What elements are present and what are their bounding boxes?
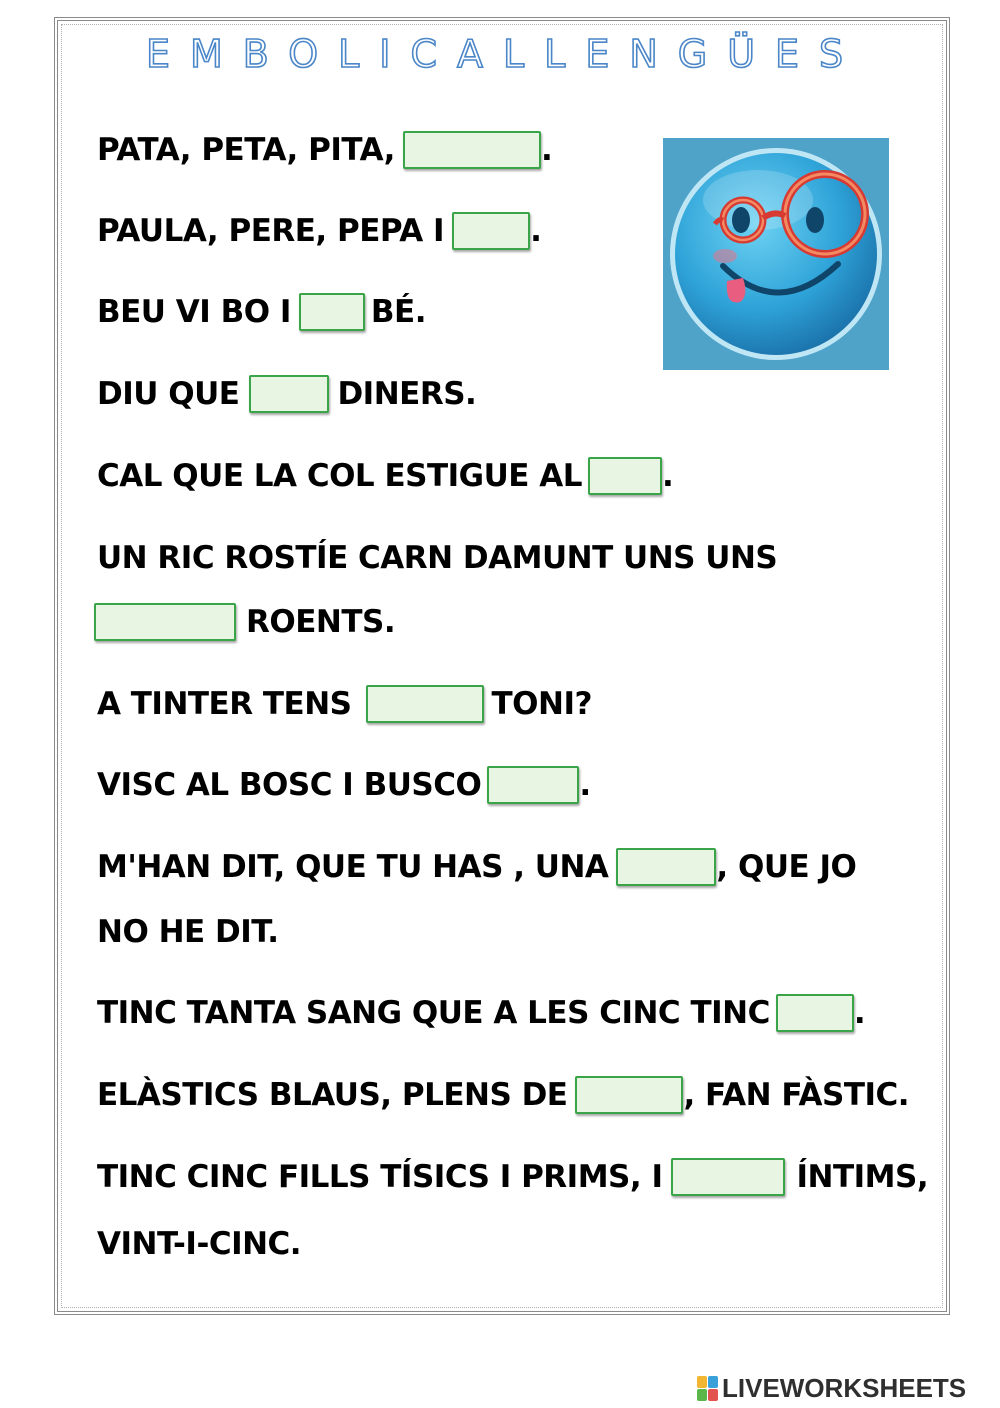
line-2-text-1: PAULA, PERE, PEPA I [97, 213, 445, 249]
answer-blank-2[interactable] [452, 212, 530, 250]
answer-blank-11[interactable] [575, 1076, 683, 1114]
line-9-text-1: M'HAN DIT, QUE TU HAS , UNA [97, 849, 609, 885]
line-10-text-2: . [853, 995, 866, 1031]
line-7-text-2: TONI? [491, 686, 592, 722]
answer-blank-4[interactable] [249, 375, 329, 413]
smiley-glasses-tongue-icon [663, 138, 889, 370]
answer-blank-9[interactable] [616, 848, 716, 886]
line-3-text-1: BEU VI BO I [97, 294, 291, 330]
tongue-twister-line-12b [97, 1224, 301, 1264]
line-8-text-2: . [579, 767, 591, 803]
line-10-text-1: TINC TANTA SANG QUE A LES CINC TINC [97, 995, 770, 1031]
tongue-twister-line-12 [97, 1157, 928, 1197]
tongue-twister-line-8 [97, 765, 591, 805]
line-9b-text-1: NO HE DIT. [97, 914, 279, 950]
line-12b-text-1: VINT-I-CINC. [97, 1226, 302, 1262]
answer-blank-7[interactable] [366, 685, 484, 723]
line-5-text-2: . [661, 458, 674, 494]
tongue-twister-line-11 [97, 1075, 909, 1115]
line-8-text-1: VISC AL BOSC I BUSCO [97, 767, 482, 803]
tongue-twister-line-2 [97, 211, 541, 251]
tongue-twister-line-1 [97, 130, 552, 170]
line-12-text-1: TINC CINC FILLS TÍSICS I PRIMS, I [97, 1159, 663, 1195]
line-9-text-2: , QUE JO [716, 849, 857, 885]
line-1-text-1: PATA, PETA, PITA, [97, 132, 395, 168]
line-12-text-2: ÍNTIMS, [796, 1159, 929, 1195]
tongue-twister-line-7 [97, 684, 592, 724]
line-2-text-2: . [530, 213, 542, 249]
liveworksheets-logo-icon [697, 1376, 719, 1402]
liveworksheets-footer[interactable] [697, 1373, 966, 1404]
answer-blank-6[interactable] [94, 603, 236, 641]
tongue-twister-line-9b [97, 912, 278, 952]
tongue-twister-line-6b [94, 602, 395, 642]
line-4-text-2: DINERS. [337, 376, 477, 412]
line-1-text-2: . [540, 132, 553, 168]
answer-blank-12[interactable] [671, 1158, 785, 1196]
line-7-text-1: A TINTER TENS [97, 686, 352, 722]
tongue-twister-line-10 [97, 993, 865, 1033]
line-11-text-2: , FAN FÀSTIC. [683, 1077, 910, 1113]
answer-blank-1[interactable] [403, 131, 541, 169]
answer-blank-8[interactable] [487, 766, 579, 804]
line-6-text-1: UN RIC ROSTÍE CARN DAMUNT UNS UNS [97, 540, 778, 576]
tongue-twister-line-9 [97, 847, 856, 887]
line-5-text-1: CAL QUE LA COL ESTIGUE AL [97, 458, 582, 494]
tongue-twister-line-6 [97, 538, 777, 578]
line-6b-text-1: ROENTS. [246, 604, 396, 640]
tongue-twister-line-4 [97, 374, 476, 414]
line-11-text-1: ELÀSTICS BLAUS, PLENS DE [97, 1077, 568, 1113]
liveworksheets-logo-text: LIVEWORKSHEETS [722, 1373, 967, 1403]
line-3-text-2: BÉ. [370, 294, 426, 330]
answer-blank-5[interactable] [588, 457, 662, 495]
line-4-text-1: DIU QUE [97, 376, 240, 412]
answer-blank-10[interactable] [776, 994, 854, 1032]
worksheet-title: EMBOLICALLENGÜES [146, 32, 864, 76]
answer-blank-3[interactable] [299, 293, 365, 331]
tongue-twister-line-5 [97, 456, 673, 496]
tongue-twister-line-3 [97, 292, 426, 332]
